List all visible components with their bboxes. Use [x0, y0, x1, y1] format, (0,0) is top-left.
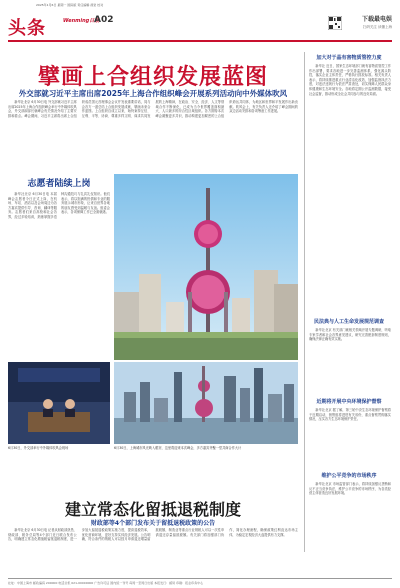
- box-story-title: 志愿者陆续上岗: [27, 179, 91, 189]
- section-name: 头条: [8, 18, 46, 39]
- press-photo: [8, 362, 110, 444]
- qr-title: 下载最电娱: [361, 16, 392, 23]
- sidebar-story4-text: 新华社北京 市场监管部门表示，将持续加强反垄断和反不正当竞争执法，维护公平竞争的市场秩序，为各类经营主体营造良好发展环境。: [309, 482, 391, 496]
- press-conference-icon: [8, 362, 110, 444]
- masthead: [8, 14, 392, 38]
- sidebar-story4-body: [309, 482, 391, 548]
- city-skyline-icon: [114, 174, 298, 360]
- shanghai-skyline-icon: [114, 362, 298, 444]
- skyline-photo: [114, 362, 298, 444]
- city-photo: [114, 174, 298, 360]
- page-number: A02: [94, 15, 114, 25]
- sidebar-story3-text: 新华社北京 据了解，第三轮中央生态环境保护督察将于近期启动，督察组将进驻有关省份，重点督察贯彻落实情况，压实各方生态环境保护责任。: [309, 408, 391, 422]
- sidebar-story3-title: 近期将开展中央环境保护督察: [316, 399, 382, 405]
- box-story-text: 新华社北京 6月30日电 本届峰会志愿者今日正式上岗，在机场、车站、酒店以及会场周边为各方嘉宾提供引导、咨询、翻译等服务。志愿者们来自高校和社会各界，经过多轮培训，熟练掌握多语种沟通技巧与礼宾礼仪知识。他们表示，将以饱满的热情和专业的服务展示城市形象，让来自世界各地的朋友感受到温暖与友谊。组委会表示，各项保障工作已全面就绪。: [8, 192, 110, 219]
- bottom-headline: 建立常态化留抵退税制度: [64, 500, 241, 519]
- sidebar-story2-body: [309, 328, 391, 388]
- sidebar-story1-title: 加大对于晶有害物质管控力度: [316, 55, 382, 61]
- top-bar: [0, 0, 400, 8]
- paper-brand: Wenming日报: [63, 18, 100, 24]
- main-subhead: 外交部就习近平主席出席2025年上海合作组织峰会开展系列活动向中外媒体吹风: [18, 89, 288, 98]
- main-headline: 擘画上合组织发展蓝图: [37, 64, 268, 90]
- qr-subtitle: 扫码关注 读懂上海: [362, 25, 392, 29]
- photo-caption-right: 6月30日，上海城市风光映入眼帘，这里将迎来本次峰会，多方嘉宾齐聚一堂共商合作大计: [114, 446, 242, 450]
- photo-caption-left: 6月30日，外交部举行中外媒体吹风会现场: [8, 446, 69, 450]
- sidebar-story1-text: 新华社 近日，国家生态环境部门就有害物质管控工作作出部署，要求各地进一步完善监测体系，强化源头防控，落实企业主体责任，严格执行排放标准。相关负责人表示，将持续推进重点行业清洁化改造，加强监督执法力度，对违法违规行为依法严肃查处，切实保障人民群众身体健康和生态环境安全。各地将定期公开监测数据，接受社会监督，推动形成全社会共同参与的良好局面。: [309, 64, 391, 96]
- dateline: 2025年1月6日 星期一 国际版 责任编辑 视觉 校对: [36, 3, 104, 7]
- main-story-text: 新华社北京 6月30日电 外交部就习近平主席出席2025年上海合作组织峰会举行中外媒体吹风会，外交部副部长就峰会有关情况介绍了主要安排和看点。峰会期间，习近平主席将出席上合组织成员国元首理事会会议并发表重要讲话，同与会各方一道总结上合组织发展成就，擘画未来合作蓝图。上合组织自成立以来，始终秉持互信、互利、平等、协商、尊重多样文明、谋求共同发展的上海精神，在政治、安全、经济、人文等领域合作不断深化，已成为当今世界覆盖面积最大、人口最多的综合性区域组织。各方期待本次峰会凝聚更多共识，推动构建更加紧密的上合组织命运共同体，为地区和世界和平发展作出新贡献。吹风会上，有关负责人还介绍了峰会期间的双边活动安排和各项筹备工作进展。: [8, 100, 298, 118]
- right-sidebar: [304, 52, 392, 552]
- sidebar-story2-text: 新华社北京 有关部门就相关领域开展专题调研，听取专家学者和社会各界意见建议，研究完善配套制度规则，确保法律正确有效实施。: [309, 328, 391, 342]
- masthead-rule: [8, 40, 392, 42]
- sidebar-story2-title: 民法典与人工生命发展规范调查: [313, 319, 384, 325]
- box-story-body: [8, 192, 110, 360]
- sidebar-story1-body: [309, 64, 391, 296]
- sidebar-story3-body: [309, 408, 391, 462]
- page-footer: 社址：中国上海市 邮政编码 200000 电话总机 021-00000000 广告许可证 国内统一刊号 每周一至周日出版 本报发行：邮局 印刷：报业印务中心: [8, 578, 392, 585]
- qr-code-icon: [328, 16, 342, 30]
- bottom-story-text: 新华社北京 6月30日电 记者从财政部获悉，财政部、税务总局等4个部门近日联合发布公告，明确建立常态化增值税留抵退税制度，进一步加大留抵退税政策实施力度，提高退税效率，优化营商环境，更好支持实体经济发展。公告明确，符合条件的纳税人可以按月申请退还增量留抵税额，制造业等重点行业纳税人可以一次性申请退还存量留抵税额。有关部门将加强部门协作，简化办理流程，确保政策红利直达市场主体，为稳定宏观经济大盘提供有力支撑。: [8, 528, 298, 542]
- bottom-subhead: 财政部等4个部门发布关于留抵退税政策的公告: [90, 520, 216, 527]
- sidebar-story4-title: 维护公平竞争的市场秩序: [321, 473, 377, 479]
- main-story-body: [8, 100, 298, 168]
- bottom-story-body: [8, 528, 298, 574]
- qr-promo[interactable]: [322, 14, 392, 38]
